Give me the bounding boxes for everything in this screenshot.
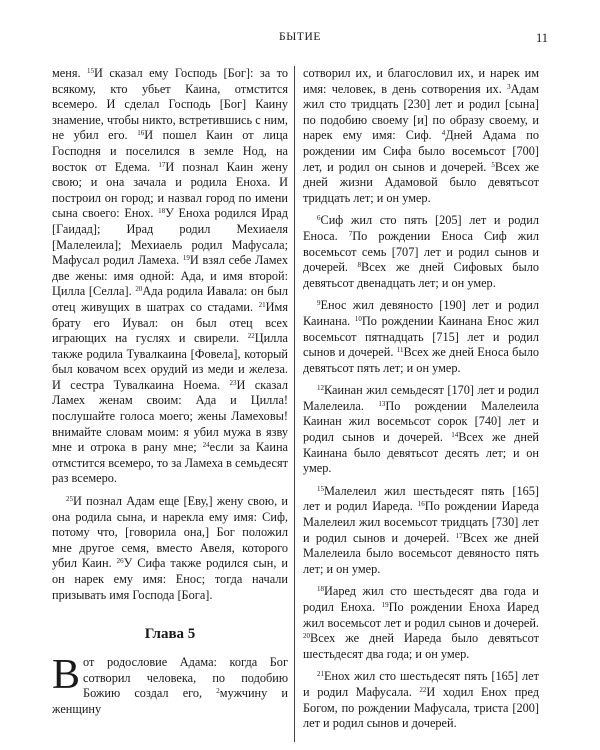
verse-text: Имя брату его Иувал: он был отец всех играющих на гуслях и свирели. [52, 299, 288, 346]
paragraph [303, 669, 539, 731]
page-number: 11 [535, 31, 548, 45]
chapter-heading: Глава 5 [144, 626, 196, 643]
verse-number: 9 [317, 299, 321, 308]
verse-number: 3 [507, 82, 511, 91]
verse-number: 20 [135, 285, 143, 294]
verse-number: 26 [116, 557, 124, 566]
verse-text: И познал Адам еще [Еву,] жену свою, и она родила сына, и нарекла ему имя: Сиф, потому что, [говорила она,] Бог положил мне другое семя, вместо Авеля, которого убил Каин. [52, 494, 288, 571]
verse-text: меня. [52, 66, 88, 80]
verse-number: 10 [354, 314, 362, 323]
paragraph [303, 484, 539, 578]
verse-number: 24 [202, 441, 210, 450]
verse-text: Ада родила Иавала: он был отец живущих в шатрах со стадами. [52, 284, 288, 314]
verse-number: 18 [158, 207, 166, 216]
verse-text: Малелеил жил шестьдесят пять [165] лет и родил Иареда. [303, 483, 539, 514]
verse-text: По рождении Малелеила Каинан жил восемьсот сорок [740] лет и родил сынов и дочерей. [303, 398, 539, 445]
verse-text: Всех же дней Малелеила было восемьсот девяносто пять лет; и он умер. [303, 530, 539, 576]
verse-number: 20 [303, 632, 310, 641]
column-divider [294, 66, 295, 742]
verse-text: И взял себе Ламех две жены: имя одной: Ада, и имя второй: Цилла [Селла]. [52, 253, 288, 299]
verse-number: 19 [182, 254, 190, 263]
paragraph [52, 66, 288, 487]
verse-number: 14 [451, 431, 459, 440]
running-title: БЫТИЕ [279, 31, 321, 43]
paragraph [52, 652, 288, 717]
verse-number: 4 [441, 129, 446, 138]
verse-text: Иаред жил сто шестьдесят два года и родил Еноха. [303, 584, 539, 614]
verse-text: По рождении Еноха Иаред жил восемьсот лет и родил сынов и дочерей. [303, 600, 539, 630]
paragraph [303, 66, 539, 206]
verse-number: 12 [317, 384, 324, 393]
verse-number: 16 [417, 500, 425, 509]
verse-number: 13 [378, 399, 386, 408]
verse-number: 2 [216, 687, 220, 696]
verse-number: 21 [317, 670, 324, 679]
verse-number: 19 [381, 601, 389, 609]
verse-number: 7 [348, 229, 353, 238]
verse-text: Енох жил сто шестьдесят пять [165] лет и родил Мафусала. [303, 669, 539, 699]
verse-number: 23 [229, 378, 237, 387]
verse-text: от родословие Адама: когда Бог сотворил человека, по подобию Божию создал его, [83, 655, 288, 701]
verse-text: И сказал Ламех женам своим: Ада и Цилла! послушайте голоса моего; жены Ламеховы! внимайте словам моим: я убил мужа в язву мне и отрока в рану мне; [52, 377, 289, 455]
verse-number: 15 [317, 484, 324, 493]
verse-number: 8 [357, 261, 362, 270]
verse-number: 17 [455, 531, 463, 540]
verse-text: По рождении Каинана Енос жил восемьсот пятнадцать [715] лет и родил сынов и дочерей. [303, 313, 539, 360]
verse-text: И ходил Енох пред Богом, по рождении Мафусала, триста [200] лет и родил сынов и дочерей. [303, 684, 539, 731]
verse-text: Всех же дней Еноса было девятьсот пять лет; и он умер. [303, 345, 539, 375]
verse-number: 21 [258, 300, 266, 309]
verse-text: мужчину и женщину [52, 686, 288, 716]
verse-number: 5 [491, 160, 495, 169]
verse-text: Всех же дней жизни Адамовой было девятьсот тридцать лет; и он умер. [303, 159, 539, 205]
verse-number: 16 [137, 129, 145, 138]
verse-number: 22 [419, 685, 427, 694]
verse-number: 22 [247, 332, 255, 341]
running-header [52, 31, 548, 47]
verse-number: 25 [66, 495, 73, 504]
verse-number: 18 [317, 585, 324, 594]
left-column [52, 66, 288, 718]
verse-text: Цилла также родила Тувалкаина [Фовела], который был ковачом всех орудий из меди и железа. И сестра Тувалкаина Ноема. [52, 331, 288, 392]
verse-text: Адам жил сто тридцать [230] лет и родил [сына] по подобию своему [и] по образу своему, и нарек ему имя: Сиф. [303, 81, 539, 143]
right-column [303, 66, 539, 732]
verse-text: Каинан жил семьдесят [170] лет и родил Малелеила. [303, 383, 539, 413]
verse-text: У Еноха родился Ирад [Гаидад]; Ирад родил Мехиаеля [Малелеила]; Мехиаель родил Мафусала; Мафусал родил Ламеха. [52, 206, 288, 268]
verse-text: И пошел Каин от лица Господня и поселился в земле Нод, на восток от Едема. [52, 128, 288, 174]
verse-text: сотворил их, и благословил их, и нарек им имя: человек, в день сотворения их. [303, 66, 539, 96]
verse-text: Дней Адама по рождении им Сифа было восемьсот [700] лет, и родил он сынов и дочерей. [303, 128, 539, 174]
verse-number: 17 [158, 160, 166, 169]
paragraph [303, 298, 539, 376]
verse-text: Всех же дней Каинана было девятьсот десять лет; и он умер. [303, 430, 539, 476]
paragraph [303, 213, 539, 291]
verse-text: Енос жил девяносто [190] лет и родил Каинана. [303, 298, 539, 328]
paragraph [303, 584, 539, 662]
paragraph [303, 383, 539, 477]
drop-cap: В [52, 652, 81, 699]
verse-text: По рождении Иареда Малелеил жил восемьсот тридцать [730] лет и родил сынов и дочерей. [303, 499, 539, 545]
verse-number: 11 [396, 346, 404, 355]
verse-number: 15 [87, 67, 95, 75]
verse-text: И сказал ему Господь [Бог]: за то всякому, кто убьет Каина, отмстится всемеро. И сделал Господь [Бог] Каину знамение, чтобы никто, встретившись с ним, не убил его. [52, 66, 288, 143]
verse-text: И познал Каин жену свою; и она зачала и родила Еноха. И построил он город; и назвал город по имени сына своего: Енох. [52, 159, 288, 221]
verse-text: У Сифа также родился сын, и он нарек ему имя: Енос; тогда начали призывать имя Господа [Бога]. [52, 556, 288, 602]
verse-text: если за Каина отмстится всемеро, то за Ламеха в семьдесят раз всемеро. [52, 440, 288, 486]
verse-text: Сиф жил сто пять [205] лет и родил Еноса. [303, 213, 539, 243]
verse-text: Всех же дней Сифовых было девятьсот двенадцать лет; и он умер. [303, 260, 539, 290]
verse-number: 6 [317, 214, 321, 223]
paragraph [52, 494, 288, 603]
verse-text: По рождении Еноса Сиф жил восемьсот семь [707] лет и родил сынов и дочерей. [303, 228, 539, 275]
verse-text: Всех же дней Иареда было девятьсот шестьдесят два года; и он умер. [303, 631, 539, 661]
